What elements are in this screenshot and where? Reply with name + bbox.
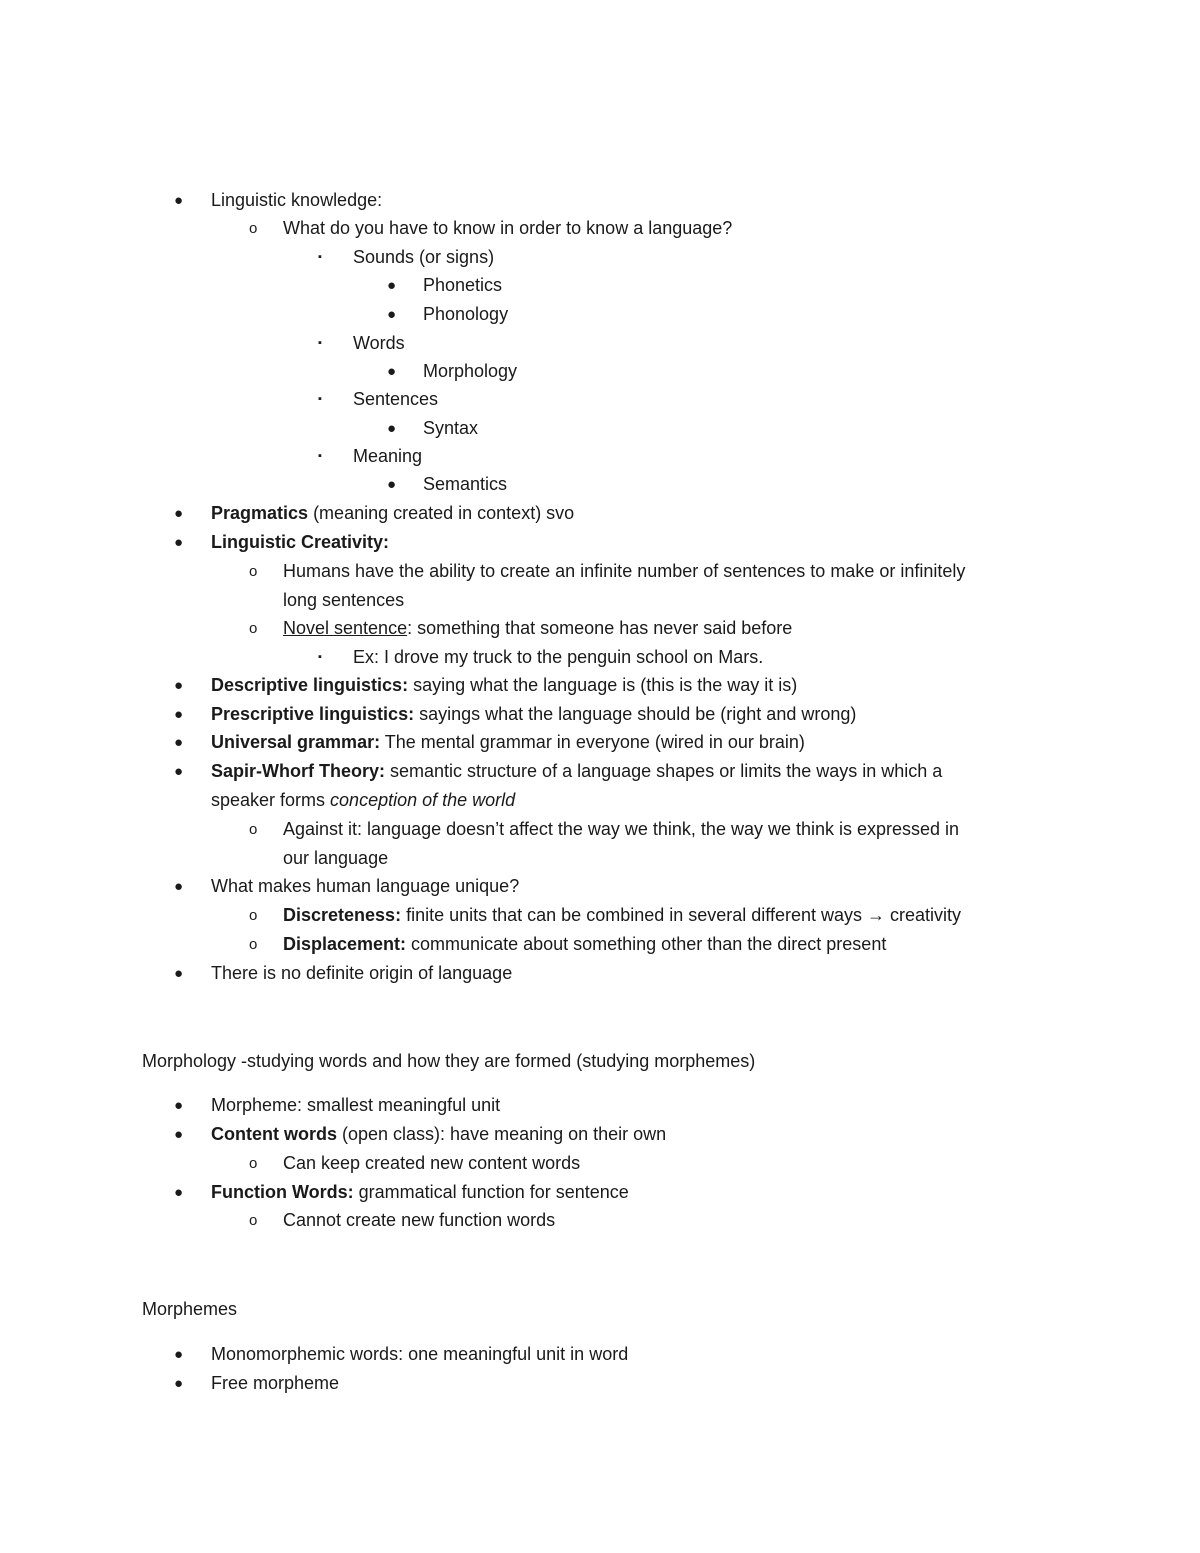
definition-text: finite units that can be combined in several different ways — [401, 905, 863, 925]
square-marker: ▪ — [318, 251, 322, 263]
definition-text: speaker forms — [211, 790, 331, 810]
square-marker: ▪ — [318, 450, 322, 462]
section-heading — [0, 1295, 1200, 1324]
term-pragmatics: Pragmatics — [211, 503, 309, 523]
list-item — [0, 1178, 1200, 1207]
list-item-text — [211, 786, 515, 815]
definition-text: The mental grammar in everyone (wired in our brain) — [380, 732, 805, 752]
circle-marker: o — [249, 821, 258, 838]
list-item — [0, 470, 1200, 499]
term-novel-sentence: Novel sentence — [283, 618, 408, 638]
list-item — [0, 901, 1200, 930]
term-function-words: Function Words: — [211, 1182, 354, 1202]
bullet-marker: ● — [174, 706, 184, 723]
list-item-text: Against it: language doesn’t affect the way we think, the way we think is expressed in — [283, 819, 960, 839]
list-item-text: Humans have the ability to create an infinite number of sentences to make or infinitely — [283, 561, 966, 581]
bullet-marker: ● — [174, 677, 184, 694]
list-item-text: There is no definite origin of language — [211, 963, 513, 983]
list-item — [0, 329, 1200, 358]
list-item — [0, 214, 1200, 243]
list-item-continuation — [0, 586, 1200, 615]
circle-marker: o — [249, 907, 258, 924]
list-item — [0, 300, 1200, 329]
list-item — [0, 872, 1200, 901]
list-item-text: Sounds (or signs) — [353, 247, 495, 267]
list-item-text: Ex: I drove my truck to the penguin school on Mars. — [353, 647, 764, 667]
term-sapir-whorf: Sapir-Whorf Theory: — [211, 761, 385, 781]
list-item — [0, 700, 1200, 729]
list-item-text: Semantics — [423, 474, 508, 494]
bullet-marker: ● — [174, 192, 184, 209]
list-item — [0, 557, 1200, 586]
bullet-marker: ● — [387, 277, 397, 294]
list-item — [0, 1091, 1200, 1120]
list-item-text — [211, 499, 574, 528]
list-item — [0, 243, 1200, 272]
list-item-text: Syntax — [423, 418, 479, 438]
list-item — [0, 499, 1200, 528]
bullet-marker: ● — [387, 306, 397, 323]
list-item — [0, 442, 1200, 471]
list-item-text: long sentences — [283, 590, 405, 610]
list-item — [0, 815, 1200, 844]
list-item-text: Words — [353, 333, 405, 353]
bullet-marker: ● — [174, 763, 184, 780]
bullet-marker: ● — [174, 1097, 184, 1114]
list-item-text: Can keep created new content words — [283, 1153, 581, 1173]
term-linguistic-creativity: Linguistic Creativity: — [211, 532, 390, 552]
list-item — [0, 414, 1200, 443]
list-item-text: Monomorphemic words: one meaningful unit in word — [211, 1344, 629, 1364]
circle-marker: o — [249, 563, 258, 580]
list-item-text — [211, 757, 942, 786]
bullet-marker: ● — [174, 534, 184, 551]
bullet-marker: ● — [387, 476, 397, 493]
list-item-text — [283, 614, 792, 643]
bullet-marker: ● — [174, 965, 184, 982]
list-item — [0, 1149, 1200, 1178]
bullet-marker: ● — [174, 1126, 184, 1143]
square-marker: ▪ — [318, 651, 322, 663]
list-item-text — [211, 1120, 666, 1149]
list-item — [0, 385, 1200, 414]
square-marker: ▪ — [318, 393, 322, 405]
circle-marker: o — [249, 936, 258, 953]
list-item — [0, 271, 1200, 300]
definition-text: semantic structure of a language shapes or limits the ways in which a — [385, 761, 943, 781]
list-item — [0, 959, 1200, 988]
bullet-marker: ● — [387, 420, 397, 437]
list-item — [0, 930, 1200, 959]
italic-text: conception of the world — [330, 790, 516, 810]
arrow-right-icon: → — [867, 905, 886, 925]
definition-text: : something that someone has never said before — [407, 618, 793, 638]
list-item-text: Morphology — [423, 361, 518, 381]
list-item-text — [283, 930, 886, 959]
list-item — [0, 1120, 1200, 1149]
term-content-words: Content words — [211, 1124, 337, 1144]
list-item — [0, 1340, 1200, 1369]
term-descriptive: Descriptive linguistics: — [211, 675, 409, 695]
bullet-marker: ● — [174, 505, 184, 522]
list-item — [0, 728, 1200, 757]
term-universal-grammar: Universal grammar: — [211, 732, 381, 752]
list-item — [0, 528, 1200, 557]
list-item-text: our language — [283, 848, 389, 868]
list-item-text: Cannot create new function words — [283, 1210, 556, 1230]
list-item-text — [211, 728, 805, 757]
list-item — [0, 1369, 1200, 1398]
definition-text: communicate about something other than the direct present — [406, 934, 887, 954]
list-item-text: Morpheme: smallest meaningful unit — [211, 1095, 501, 1115]
bullet-marker: ● — [174, 1375, 184, 1392]
circle-marker: o — [249, 220, 258, 237]
definition-text: sayings what the language should be (right and wrong) — [414, 704, 857, 724]
list-item — [0, 1206, 1200, 1235]
bullet-marker: ● — [174, 1346, 184, 1363]
list-item-text: Free morpheme — [211, 1373, 340, 1393]
definition-text: grammatical function for sentence — [353, 1182, 629, 1202]
list-item — [0, 671, 1200, 700]
circle-marker: o — [249, 1212, 258, 1229]
list-item-text: What do you have to know in order to know a language? — [283, 218, 733, 238]
bullet-marker: ● — [174, 878, 184, 895]
bullet-marker: ● — [387, 363, 397, 380]
list-item-text: Phonetics — [423, 275, 503, 295]
square-marker: ▪ — [318, 337, 322, 349]
list-item-text: Phonology — [423, 304, 509, 324]
list-item-text: Sentences — [353, 389, 439, 409]
definition-text: creativity — [885, 905, 962, 925]
list-item-text — [211, 1178, 629, 1207]
section-heading — [0, 1047, 1200, 1076]
bullet-marker: ● — [174, 1184, 184, 1201]
list-item — [0, 357, 1200, 386]
definition-text: saying what the language is (this is the way it is) — [408, 675, 798, 695]
circle-marker: o — [249, 620, 258, 637]
list-item-text: What makes human language unique? — [211, 876, 520, 896]
term-prescriptive: Prescriptive linguistics: — [211, 704, 415, 724]
bullet-marker: ● — [174, 734, 184, 751]
circle-marker: o — [249, 1155, 258, 1172]
list-item-text — [283, 901, 961, 930]
term-discreteness: Discreteness: — [283, 905, 402, 925]
definition-text: (meaning created in context) svo — [308, 503, 575, 523]
list-item — [0, 643, 1200, 672]
list-item-continuation — [0, 786, 1200, 815]
list-item — [0, 614, 1200, 643]
list-item-text — [211, 700, 856, 729]
list-item-text — [211, 671, 797, 700]
heading-text: Morphology -studying words and how they are formed (studying morphemes) — [142, 1051, 756, 1071]
term-displacement: Displacement: — [283, 934, 407, 954]
list-item-continuation — [0, 844, 1200, 873]
list-item-text: Meaning — [353, 446, 423, 466]
definition-text: (open class): have meaning on their own — [337, 1124, 667, 1144]
heading-text: Morphemes — [142, 1299, 238, 1319]
list-item-text — [211, 528, 389, 557]
list-item — [0, 186, 1200, 215]
list-item — [0, 757, 1200, 786]
list-item-text: Linguistic knowledge: — [211, 190, 383, 210]
